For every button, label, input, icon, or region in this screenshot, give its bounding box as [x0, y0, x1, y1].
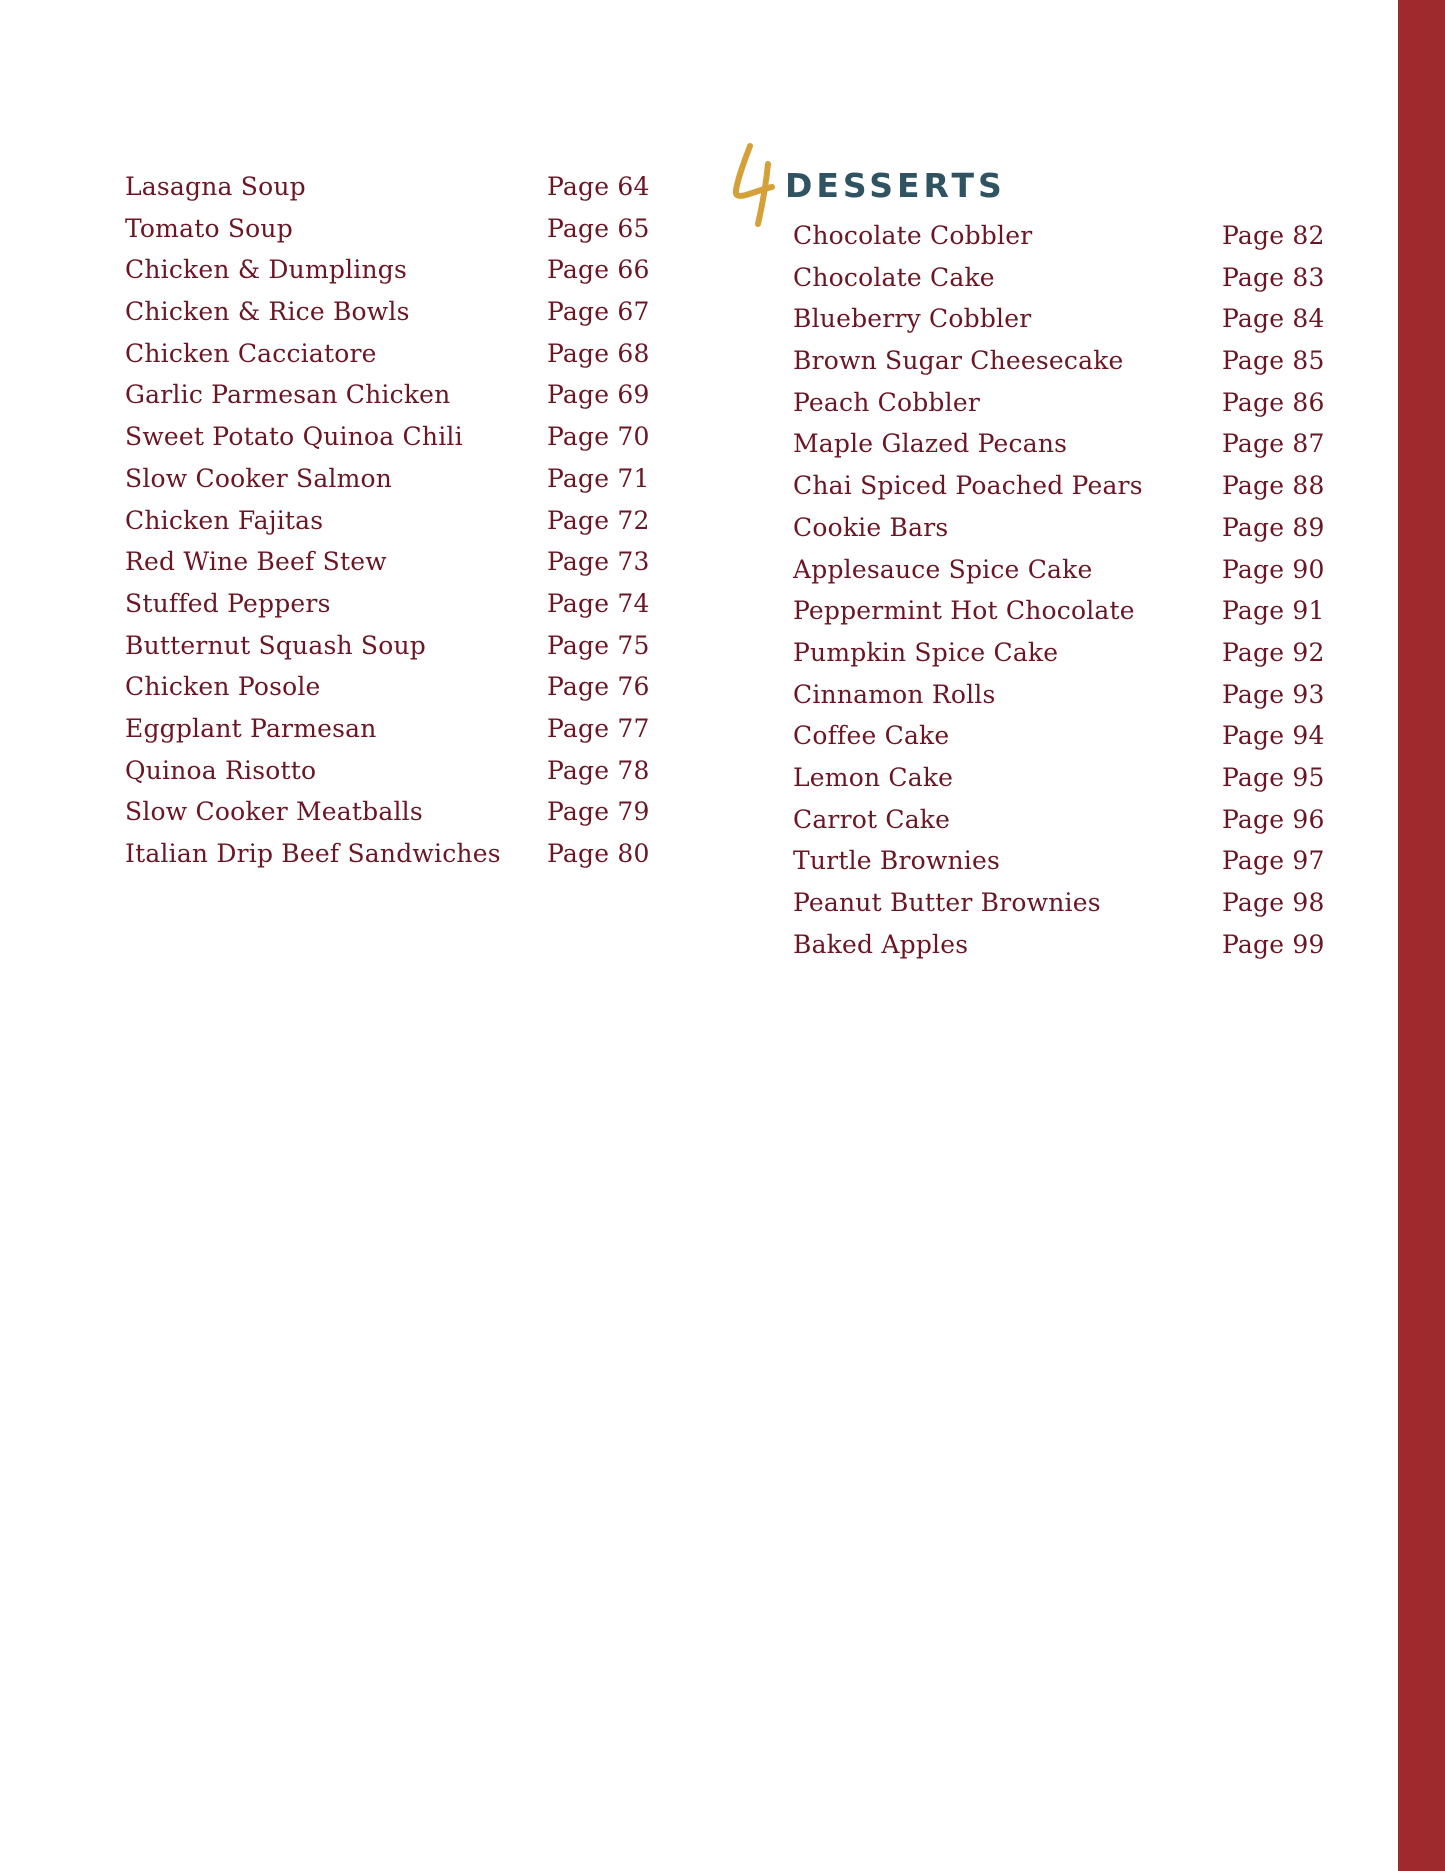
toc-entry[interactable]: [125, 583, 650, 625]
toc-entry[interactable]: [793, 340, 1325, 382]
toc-entry[interactable]: [125, 791, 650, 833]
entry-page: Page 90: [1222, 554, 1325, 584]
toc-entry[interactable]: [793, 632, 1325, 674]
entry-title: Red Wine Beef Stew: [125, 547, 387, 577]
entry-page: Page 67: [547, 297, 650, 327]
entry-page: Page 98: [1222, 888, 1325, 917]
entry-title: Eggplant Parmesan: [125, 713, 377, 743]
entry-page: Page 71: [547, 463, 650, 493]
entry-page: Page 76: [547, 672, 650, 702]
section-number-4-icon: [730, 140, 782, 230]
entry-page: Page 68: [547, 338, 650, 368]
entry-page: Page 87: [1222, 429, 1325, 459]
toc-entry[interactable]: [793, 590, 1325, 632]
entry-page: Page 95: [1222, 762, 1325, 792]
entry-page: Page 99: [1222, 929, 1325, 959]
toc-entry[interactable]: [793, 465, 1325, 507]
entry-page: Page 89: [1222, 512, 1325, 542]
toc-entry[interactable]: [125, 374, 650, 416]
entry-page: Page 73: [547, 547, 650, 577]
toc-entry[interactable]: [125, 458, 650, 500]
entry-page: Page 66: [547, 255, 650, 285]
toc-entry[interactable]: [125, 541, 650, 583]
entry-title: Baked Apples: [793, 929, 969, 959]
page-edge-bar: [1398, 0, 1445, 1871]
entry-title: Stuffed Peppers: [125, 588, 331, 618]
entry-page: Page 70: [547, 422, 650, 452]
entry-title: Chicken Posole: [125, 672, 321, 702]
entry-page: Page 75: [547, 630, 650, 660]
toc-entry[interactable]: [125, 500, 650, 542]
entry-title: Blueberry Cobbler: [793, 304, 1032, 334]
entry-page: Page 77: [547, 713, 650, 743]
toc-entry[interactable]: [793, 799, 1325, 841]
entry-page: Page 69: [547, 380, 650, 410]
toc-entry[interactable]: [793, 298, 1325, 340]
entry-page: Page 65: [547, 213, 650, 243]
entry-title: Chicken & Rice Bowls: [125, 297, 410, 327]
entry-title: Chicken Fajitas: [125, 505, 324, 535]
entry-title: Garlic Parmesan Chicken: [125, 380, 451, 410]
entry-page: Page 94: [1222, 721, 1325, 751]
entry-page: Page 84: [1222, 304, 1325, 334]
entry-page: Page 74: [547, 588, 650, 618]
entry-title: Lemon Cake: [793, 762, 954, 792]
toc-entry[interactable]: [125, 833, 650, 875]
entry-title: Maple Glazed Pecans: [793, 429, 1068, 459]
toc-entry[interactable]: [125, 249, 650, 291]
entry-page: Page 82: [1222, 221, 1325, 250]
toc-entry[interactable]: [793, 423, 1325, 465]
toc-entry[interactable]: [793, 715, 1325, 757]
entry-title: Peach Cobbler: [793, 387, 980, 417]
entry-page: Page 72: [547, 505, 650, 535]
entry-title: Butternut Squash Soup: [125, 630, 427, 660]
toc-entry[interactable]: [125, 625, 650, 667]
toc-entry[interactable]: [125, 708, 650, 750]
entry-page: Page 78: [547, 755, 650, 785]
toc-entry[interactable]: [793, 257, 1325, 299]
entry-title: Chocolate Cobbler: [793, 221, 1033, 250]
toc-entry[interactable]: [793, 215, 1325, 257]
toc-entry[interactable]: [793, 382, 1325, 424]
entry-title: Lasagna Soup: [125, 172, 306, 201]
entry-title: Slow Cooker Salmon: [125, 463, 393, 493]
entry-title: Applesauce Spice Cake: [793, 554, 1093, 584]
entry-page: Page 92: [1222, 637, 1325, 667]
entry-page: Page 86: [1222, 387, 1325, 417]
section-header-desserts: [730, 140, 1006, 230]
toc-entry[interactable]: [793, 840, 1325, 882]
toc-entry[interactable]: [125, 333, 650, 375]
toc-entry[interactable]: [793, 549, 1325, 591]
entry-title: Carrot Cake: [793, 804, 951, 834]
toc-entry[interactable]: [793, 924, 1325, 966]
toc-entry[interactable]: [125, 416, 650, 458]
toc-entry[interactable]: [125, 208, 650, 250]
recipe-list-left: [125, 166, 650, 875]
entry-title: Peppermint Hot Chocolate: [793, 596, 1135, 626]
toc-entry[interactable]: [125, 166, 650, 208]
entry-title: Slow Cooker Meatballs: [125, 797, 423, 827]
toc-entry[interactable]: [125, 666, 650, 708]
entry-title: Cinnamon Rolls: [793, 679, 996, 709]
entry-title: Peanut Butter Brownies: [793, 888, 1101, 917]
entry-title: Tomato Soup: [125, 213, 293, 243]
entry-page: Page 96: [1222, 804, 1325, 834]
entry-title: Turtle Brownies: [793, 846, 1001, 876]
toc-entry[interactable]: [125, 291, 650, 333]
toc-entry[interactable]: [793, 882, 1325, 924]
toc-entry[interactable]: [125, 750, 650, 792]
entry-page: Page 83: [1222, 262, 1325, 292]
entry-page: Page 80: [547, 839, 650, 868]
entry-title: Chicken Cacciatore: [125, 338, 377, 368]
entry-title: Chicken & Dumplings: [125, 255, 407, 285]
entry-page: Page 97: [1222, 846, 1325, 876]
recipe-list-desserts: [793, 215, 1325, 965]
entry-title: Chai Spiced Poached Pears: [793, 471, 1143, 501]
entry-page: Page 79: [547, 797, 650, 827]
entry-title: Sweet Potato Quinoa Chili: [125, 422, 463, 452]
entry-title: Pumpkin Spice Cake: [793, 637, 1059, 667]
entry-title: Italian Drip Beef Sandwiches: [125, 839, 501, 868]
entry-title: Coffee Cake: [793, 721, 950, 751]
entry-title: Chocolate Cake: [793, 262, 995, 292]
entry-title: Brown Sugar Cheesecake: [793, 346, 1124, 376]
entry-page: Page 85: [1222, 346, 1325, 376]
toc-entry[interactable]: [793, 757, 1325, 799]
entry-page: Page 88: [1222, 471, 1325, 501]
entry-title: Quinoa Risotto: [125, 755, 317, 785]
toc-entry[interactable]: [793, 507, 1325, 549]
entry-page: Page 93: [1222, 679, 1325, 709]
toc-entry[interactable]: [793, 674, 1325, 716]
entry-page: Page 91: [1222, 596, 1325, 626]
section-heading: DESSERTS: [785, 166, 1006, 205]
entry-page: Page 64: [547, 172, 650, 201]
entry-title: Cookie Bars: [793, 512, 949, 542]
